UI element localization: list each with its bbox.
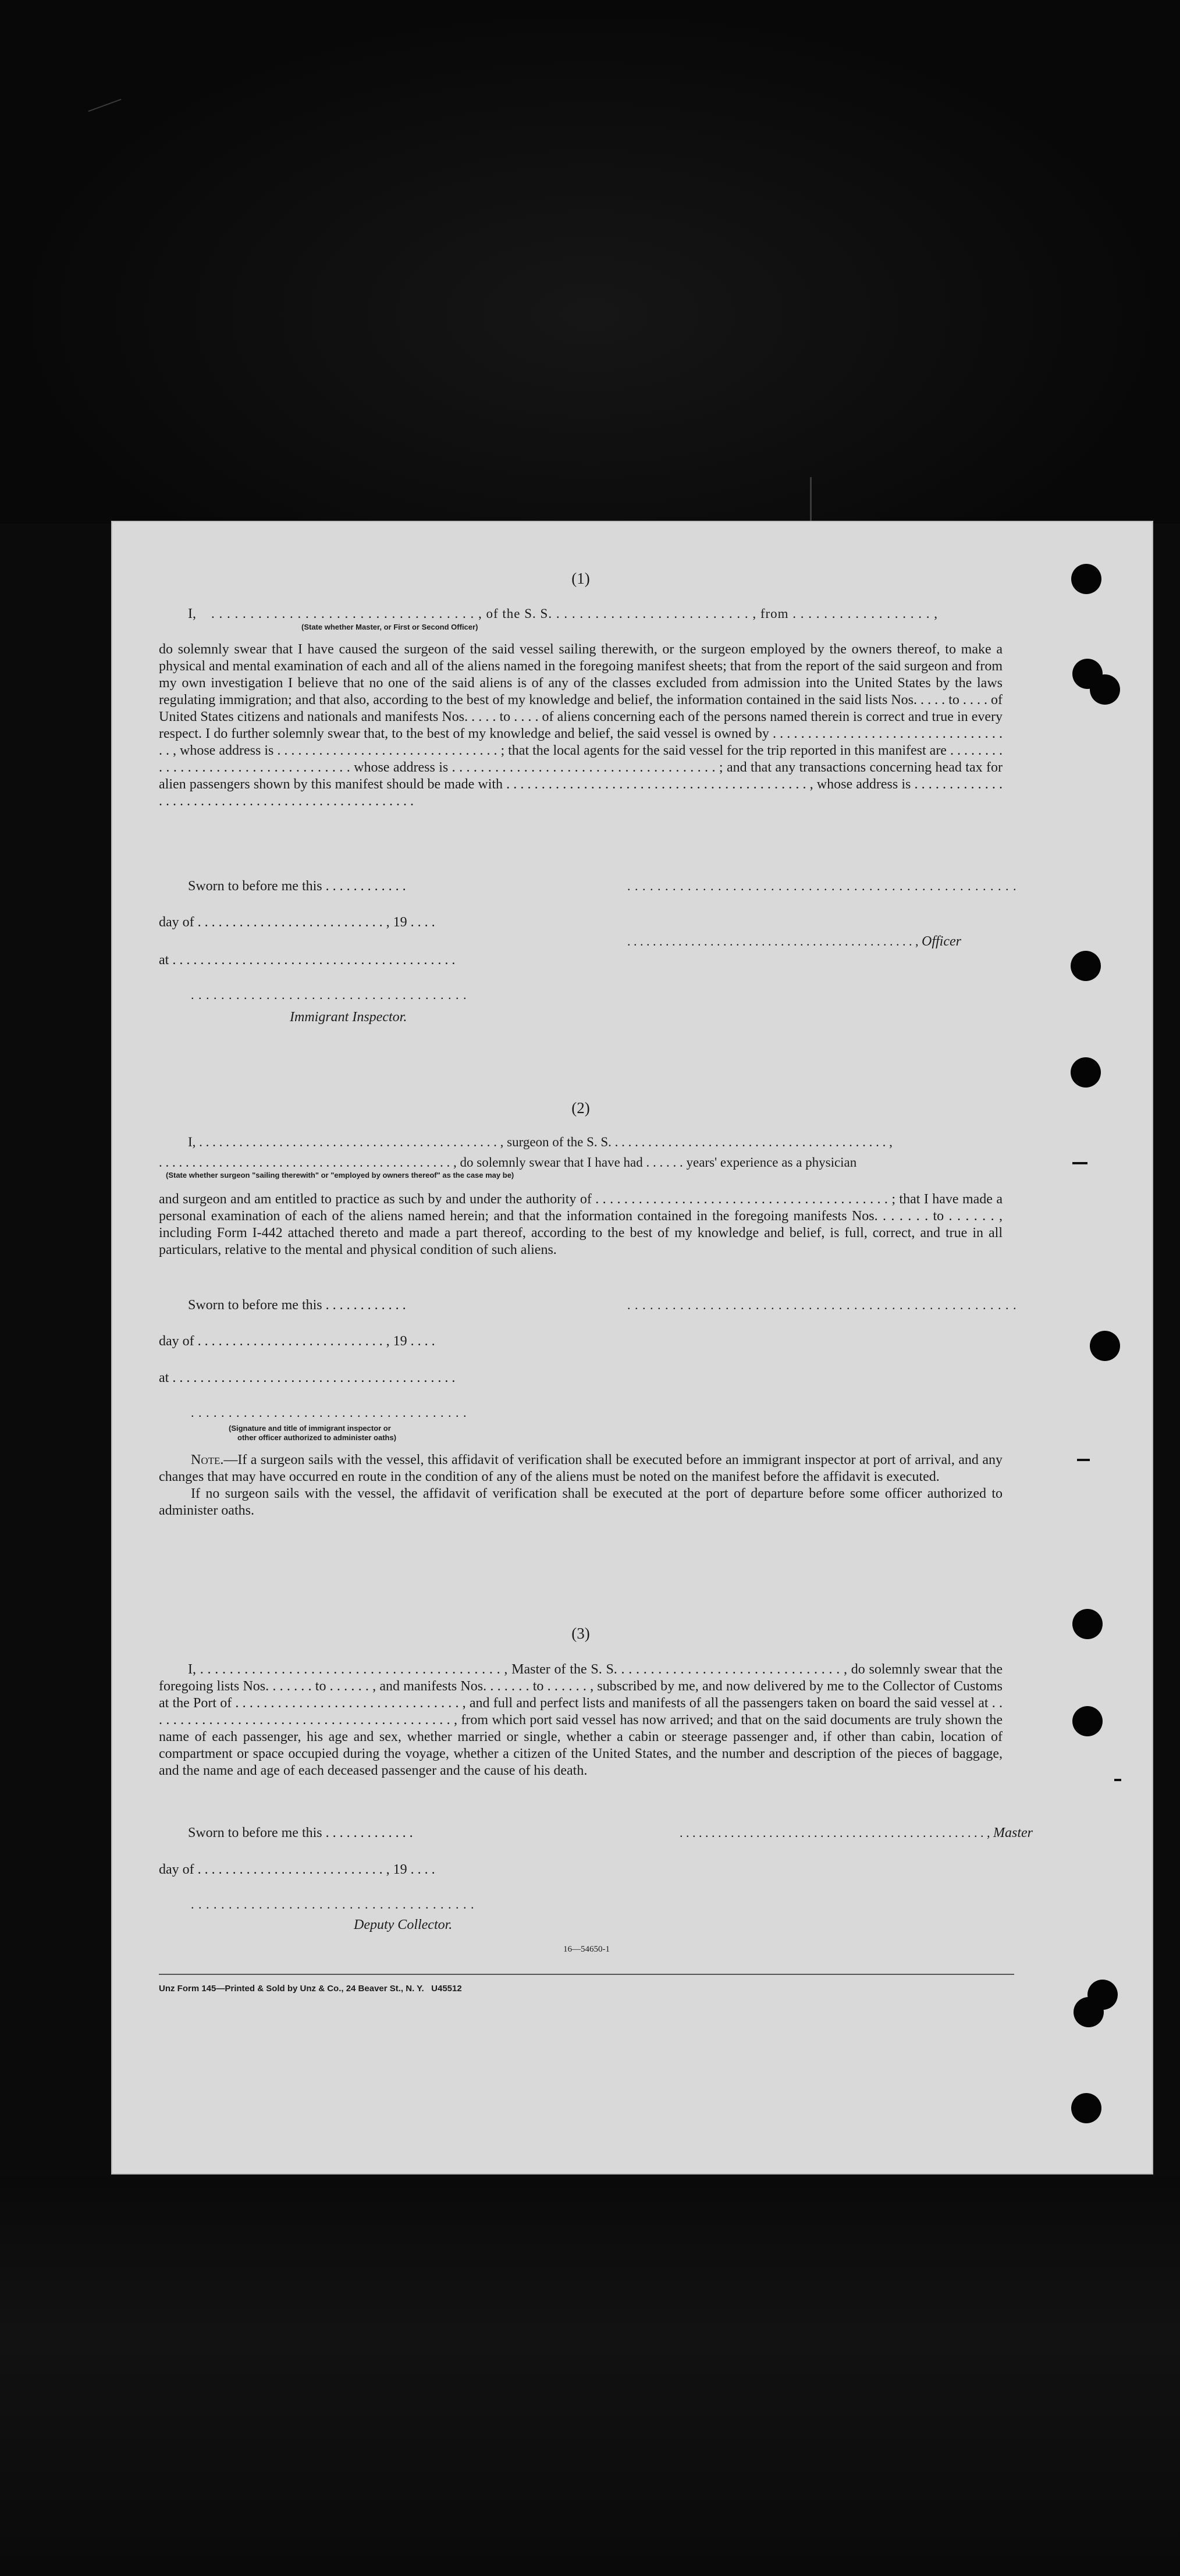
punch-hole — [1071, 951, 1101, 981]
sworn-line: Sworn to before me this . . . . . . . . . . . . — [188, 879, 406, 894]
sworn-line: Sworn to before me this . . . . . . . . . . . . . — [188, 1825, 413, 1840]
collector-label: Deputy Collector. — [354, 1917, 453, 1932]
footer-rule — [159, 1974, 1014, 1975]
at-line: at . . . . . . . . . . . . . . . . . . . . . . . . . . . . . . . . . . . . . . . . . — [159, 953, 456, 968]
printer-imprint: Unz Form 145—Printed & Sold by Unz & Co., 24 Beaver St., N. Y. U45512 — [159, 1984, 462, 1994]
affidavit-text: and surgeon and am entitled to practice as such by and under the authority of . . . . . . . . . . . . . . . . . . . . . . . . . . . . . . . . . . . . . . . . . ; that I have made a personal examination of each of the aliens named herein; and that the information contained in the foregoing manifests Nos. . . . . . . to . . . . . . , including Form I-442 attached thereto and made a part thereof, according to the best of my knowledge and belief, is full, correct, and true in all particulars, relative to the mental and physical condition of such aliens. — [159, 1192, 1003, 1257]
margin-mark — [1072, 1162, 1087, 1164]
manifest-form-sheet — [112, 522, 1152, 2173]
day-line: day of . . . . . . . . . . . . . . . . . . . . . . . . . . . , 19 . . . . — [159, 1862, 435, 1877]
dark-background-bottom — [0, 2176, 1180, 2576]
surgeon-experience-line: . . . . . . . . . . . . . . . . . . . . . . . . . . . . . . . . . . . . . . . . . . . . , do solemnly swear that I have had . . . . . . years' experience as a physician — [159, 1155, 857, 1170]
field-caption: other officer authorized to administer oaths) — [237, 1433, 397, 1442]
note-text-2: If no surgeon sails with the vessel, the affidavit of verification shall be executed at the port of departure before some officer authorized to administer oaths. — [159, 1486, 1003, 1518]
section-number: (1) — [571, 570, 590, 587]
inspector-signature-line: . . . . . . . . . . . . . . . . . . . . . . . . . . . . . . . . . . . . . — [191, 987, 467, 1002]
signature-line: . . . . . . . . . . . . . . . . . . . . . . . . . . . . . . . . . . . . . . . . . . . . . . . . . . . . — [627, 879, 1017, 893]
collector-signature-line: . . . . . . . . . . . . . . . . . . . . . . . . . . . . . . . . . . . . . . — [191, 1897, 475, 1911]
officer-signature-line: . . . . . . . . . . . . . . . . . . . . . . . . . . . . . . . . . . . . . . . . . . . . . , Officer — [627, 934, 961, 949]
punch-hole — [1071, 564, 1101, 594]
signature-line: . . . . . . . . . . . . . . . . . . . . . . . . . . . . . . . . . . . . . . . . . . . . . . . . . . . . — [627, 1298, 1017, 1312]
punch-hole — [1071, 1057, 1101, 1088]
form-code: 16—54650-1 — [563, 1945, 610, 1954]
note-label: Note. — [191, 1452, 224, 1468]
punch-hole — [1072, 1706, 1103, 1736]
field-caption: (State whether surgeon "sailing therewith" or "employed by owners thereof" as the case may be) — [166, 1171, 514, 1179]
punch-hole — [1090, 1331, 1120, 1361]
punch-hole — [1090, 674, 1120, 705]
master-label: Master — [993, 1825, 1033, 1840]
master-signature-line: . . . . . . . . . . . . . . . . . . . . . . . . . . . . . . . . . . . . . . . . . . . . . . . . , Master — [680, 1825, 1033, 1840]
officer-label: Officer — [922, 934, 961, 949]
affidavit-text: I, . . . . . . . . . . . . . . . . . . . . . . . . . . . . . . . . . . . . . . . . . , Master of the S. S. . . . . . . . . . . . . . . . . . . . . . . . . . . . . . . , do solemnly swear that the foregoing lists Nos. . . . . . . to . . . . . . , and manifests Nos. . . . . . . to . . . . . . , subscribed by me, and now delivered by me to the Collector of Customs at the Port of . . . . . . . . . . . . . . . . . . . . . . . . . . . . . . . . , and full and perfect lists and manifests of all the passengers taken on board the said vessel at . . . . . . . . . . . . . . . . . . . . . . . . . . . . . . . . . . . . . . . . . . . , from which port said vessel has now arrived; and that on the said documents are truly shown the name of each passenger, his age and sex, whether married or single, whether a cabin or steerage passenger and, if other than cabin, location of compartment or space occupied during the voyage, whether a citizen of the United States, and the number and description of the pieces of baggage, and the name and age of each deceased passenger and the cause of his death. — [159, 1662, 1003, 1778]
punch-hole — [1072, 1609, 1103, 1639]
inspector-signature-line: . . . . . . . . . . . . . . . . . . . . . . . . . . . . . . . . . . . . . — [191, 1405, 467, 1420]
field-caption: (State whether Master, or First or Second Officer) — [301, 623, 478, 631]
section-number: (2) — [571, 1099, 590, 1117]
field-caption: (Signature and title of immigrant inspector or — [229, 1424, 391, 1433]
at-line: at . . . . . . . . . . . . . . . . . . . . . . . . . . . . . . . . . . . . . . . . . — [159, 1370, 456, 1385]
margin-mark — [1077, 1459, 1090, 1461]
punch-hole — [1074, 1997, 1104, 2027]
declarant-line: . . . . . . . . . . . . . . . . . . . . . . . . . . . . . . . . . . , of the S. S. . . . . . . . . . . . . . . . . . . . . . . . . . , from . . . . . . . . . . . . . . . . . . , — [211, 606, 939, 621]
inspector-label: Immigrant Inspector. — [290, 1010, 407, 1025]
dark-background-top — [0, 0, 1180, 524]
sworn-line: Sworn to before me this . . . . . . . . . . . . — [188, 1298, 406, 1313]
film-scratch — [810, 477, 812, 523]
declarant-line-label: I, — [188, 606, 200, 621]
day-line: day of . . . . . . . . . . . . . . . . . . . . . . . . . . . , 19 . . . . — [159, 1334, 435, 1349]
affidavit-text: do solemnly swear that I have caused the surgeon of the said vessel sailing therewith, or the surgeon employed by the owners thereof, to make a physical and mental examination of each and all of the aliens named in the foregoing manifest sheets; that from the report of the said surgeon and from my own investigation I believe that no one of the said aliens is of any of the classes excluded from admission into the United States by the laws regulating immigration; and that also, according to the best of my knowledge and belief, the information contained in the said lists Nos. . . . . to . . . . of United States citizens and nationals and manifests Nos. . . . . to . . . . of aliens concerning each of the persons named therein is correct and true in every respect. I do further solemnly swear that, to the best of my knowledge and belief, the said vessel is owned by . . . . . . . . . . . . . . . . . . . . . . . . . . . . . . . . . . . , whose address is . . . . . . . . . . . . . . . . . . . . . . . . . . . . . . . . ; that the local agents for the said vessel for the trip reported in this manifest are . . . . . . . . . . . . . . . . . . . . . . . . . . . . . . . . . . . whose address is . . . . . . . . . . . . . . . . . . . . . . . . . . . . . . . . . . . . . ; and that any transactions concerning head tax for alien passengers shown by this manifest should be made with . . . . . . . . . . . . . . . . . . . . . . . . . . . . . . . . . . . . . . . . . . . , whose address is . . . . . . . . . . . . . . . . . . . . . . . . . . . . . . . . . . . . . . . . . . . . . . . . . . — [159, 642, 1003, 809]
punch-hole — [1071, 2093, 1101, 2123]
margin-mark — [1114, 1779, 1121, 1781]
section-number: (3) — [571, 1625, 590, 1642]
day-line: day of . . . . . . . . . . . . . . . . . . . . . . . . . . . , 19 . . . . — [159, 915, 435, 930]
surgeon-line: I, . . . . . . . . . . . . . . . . . . . . . . . . . . . . . . . . . . . . . . . . . . . . . , surgeon of the S. S. . . . . . . . . . . . . . . . . . . . . . . . . . . . . . . . . . . . . . . . . . , — [188, 1135, 893, 1149]
note-text: Note.—If a surgeon sails with the vessel, this affidavit of verification shall be executed before an immigrant inspector at port of arrival, and any changes that may have occurred en route in the condition of any of the aliens must be noted on the manifest before the affidavit is executed. — [159, 1452, 1003, 1484]
